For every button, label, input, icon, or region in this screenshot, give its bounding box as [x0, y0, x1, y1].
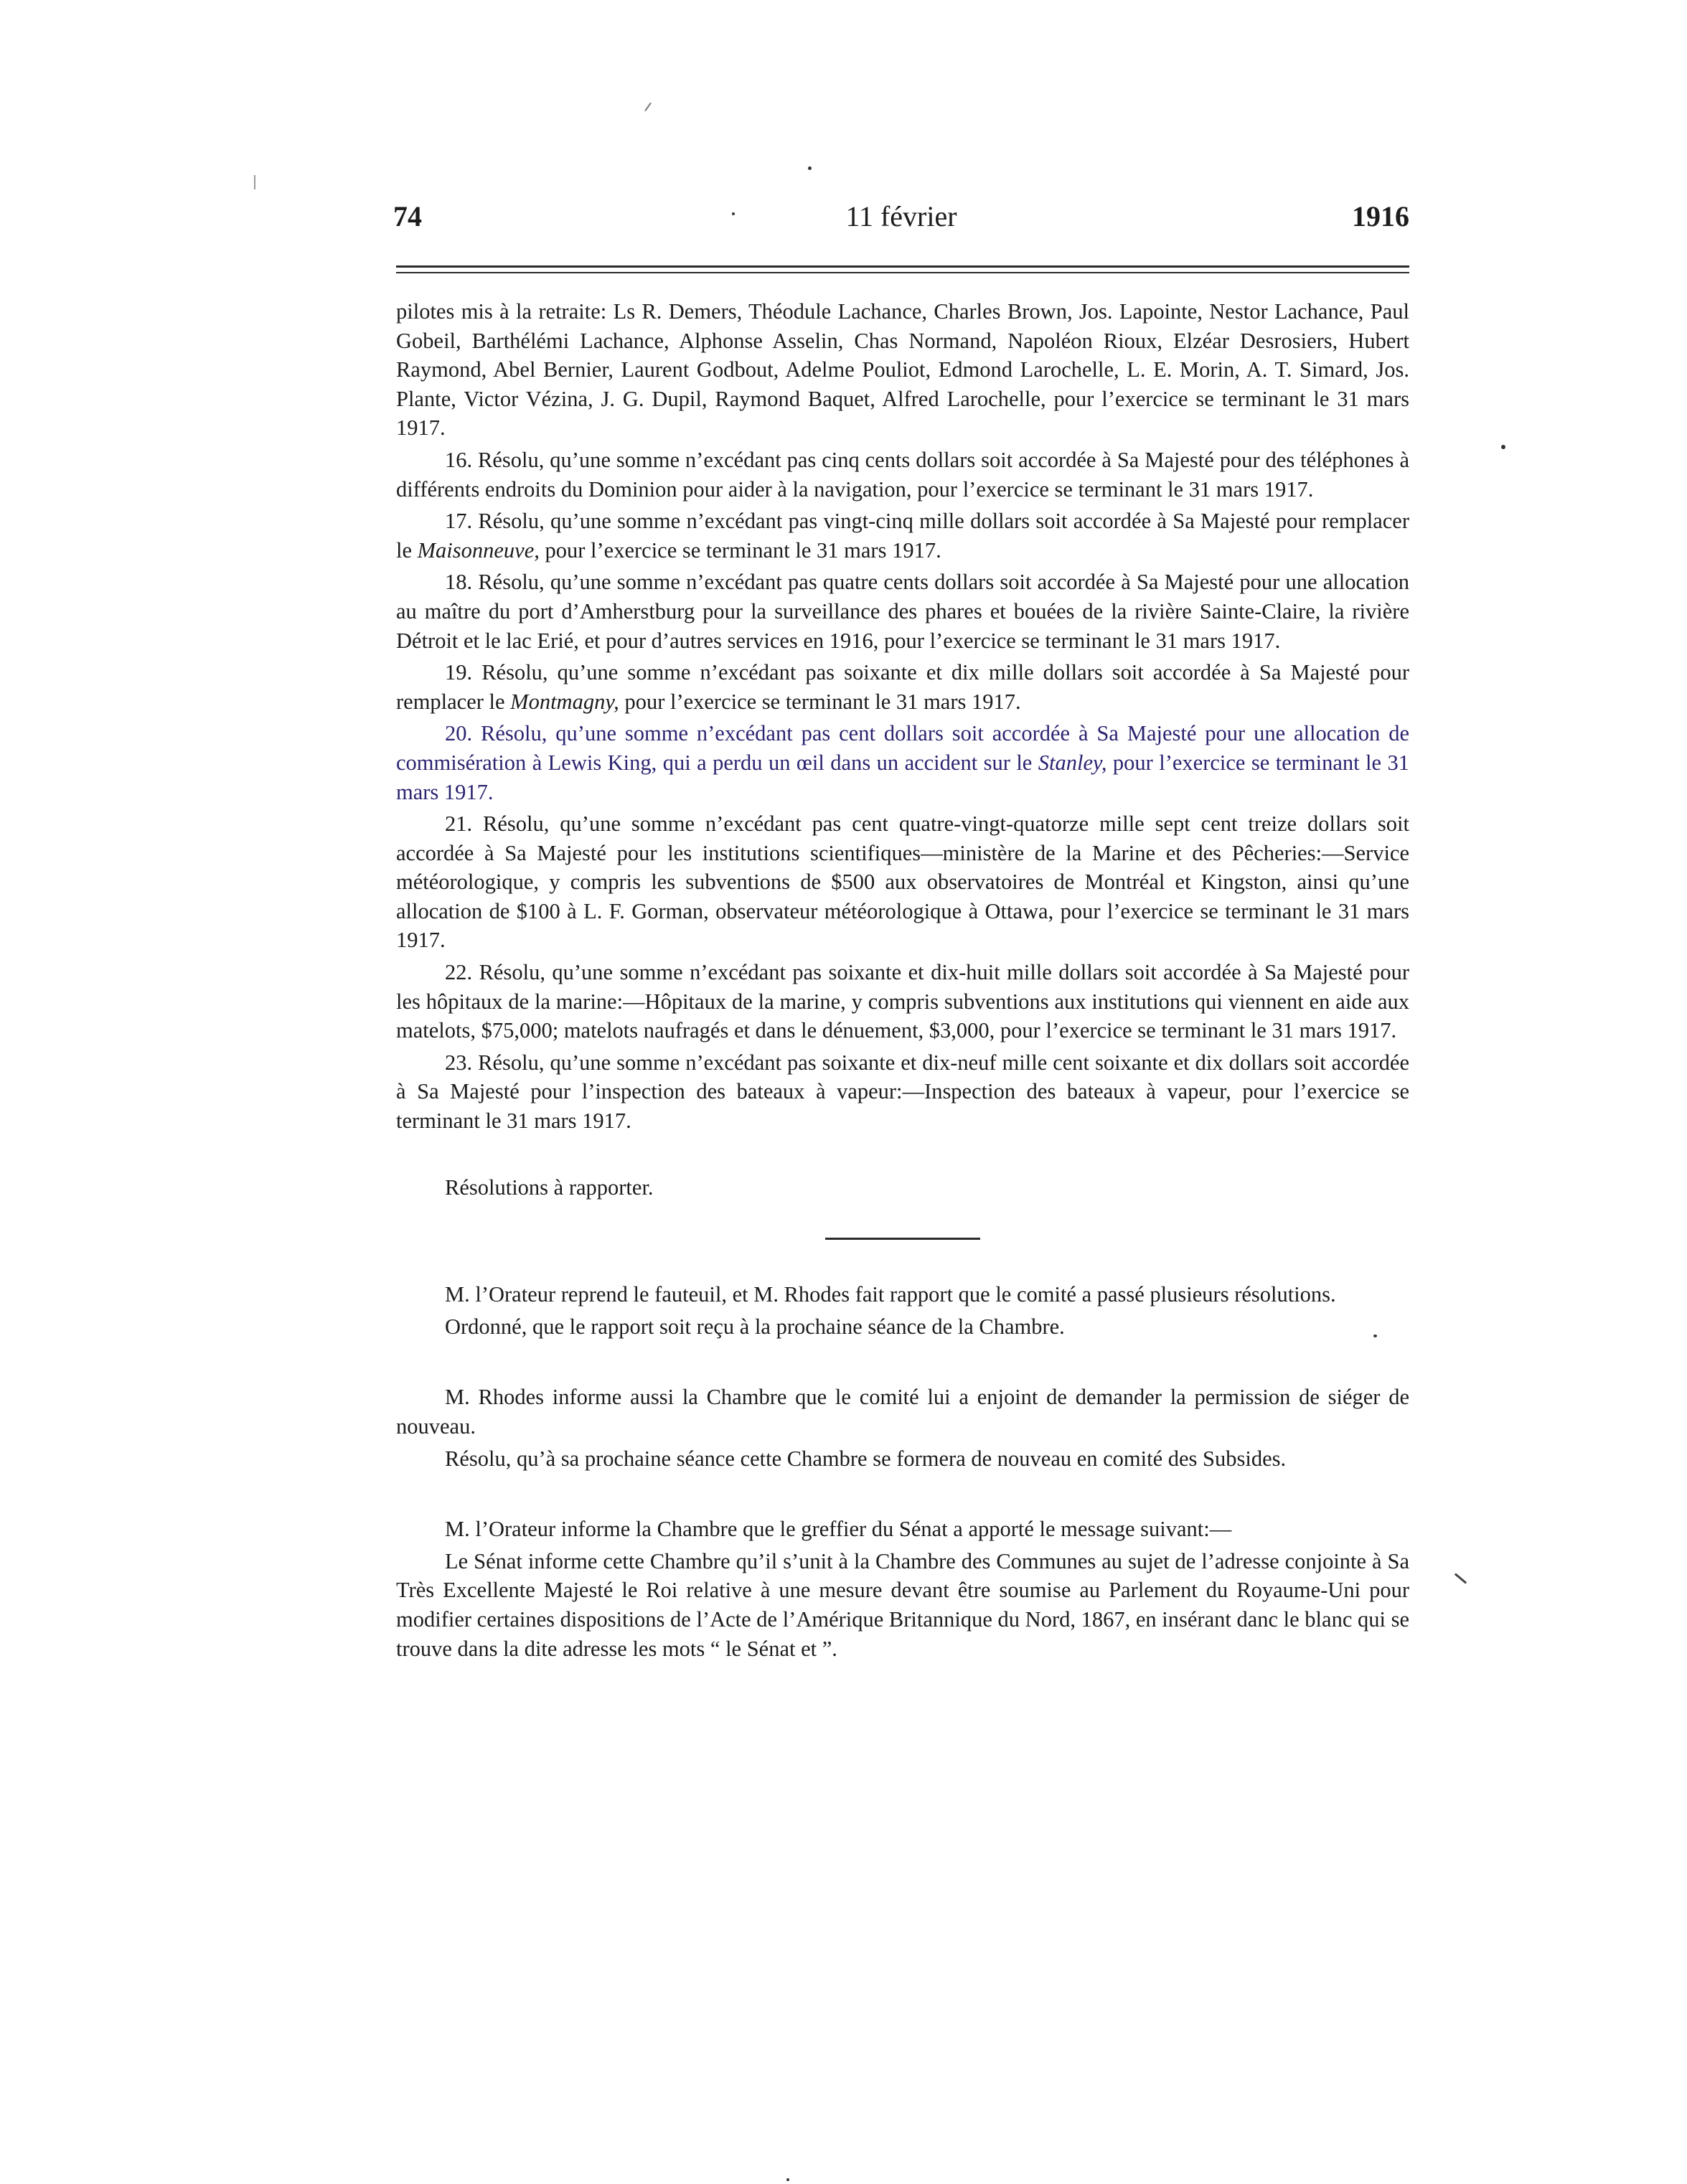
paragraph-senat-message: Le Sénat informe cette Chambre qu’il s’unit à la Chambre des Communes au sujet de l’adresse conjointe à Sa Très Excellente Majesté le Roi relative à une mesure devant être soumise au Parlement du Royaume-Uni pour modifier certaines dispositions de l’Acte de l’Amérique Britannique du Nord, 1867, en insérant danc le blanc qui se trouve dans la dite adresse les mots “ le Sénat et ”. [396, 1548, 1409, 1661]
scan-speck [1373, 1335, 1377, 1337]
paragraph-17-text-b: pour l’exercice se terminant le 31 mars 1917. [539, 537, 941, 563]
section-separator [825, 1238, 980, 1240]
paragraph-20 [396, 719, 1409, 806]
paragraph-16: 16. Résolu, qu’une somme n’excédant pas cinq cents dollars soit accordée à Sa Majesté pour des téléphones à différents endroits du Dominion pour aider à la navigation, pour l’exercice se terminant le 31 mars 1917. [396, 447, 1409, 502]
paragraph-20-text-b: pour l’exercice se terminant le 31 mars 1917. [396, 750, 1409, 804]
scan-mark [644, 103, 652, 112]
paragraph-19-text-a: 19. Résolu, qu’une somme n’excédant pas soixante et dix mille dollars soit accordée à Sa Majesté pour remplacer le [396, 660, 1409, 714]
header-rule-thin [396, 272, 1409, 273]
body-text [396, 297, 1409, 1666]
scan-speck [786, 2178, 789, 2181]
paragraph-17 [396, 507, 1409, 565]
paragraph-orateur-informe: M. l’Orateur informe la Chambre que le greffier du Sénat a apporté le message suivant:— [445, 1517, 1232, 1542]
ship-name-maisonneuve: Maisonneuve, [417, 537, 540, 563]
page-header [393, 199, 1409, 243]
paragraph-rhodes: M. Rhodes informe aussi la Chambre que le comité lui a enjoint de demander la permission de siéger de nouveau. [396, 1385, 1409, 1439]
scan-speck [808, 166, 812, 170]
paragraph-ordonne: Ordonné, que le rapport soit reçu à la prochaine séance de la Chambre. [445, 1314, 1065, 1339]
paragraph-21: 21. Résolu, qu’une somme n’excédant pas cent quatre-vingt-quatorze mille sept cent treize dollars soit accordée à Sa Majesté pour les institutions scientifiques—ministère de la Marine et des Pêcheries:—Service météorologique, y compris les subventions de $500 aux observatoires de Montréal et Kingston, ainsi qu’une allocation de $100 à L. F. Gorman, observateur météorologique à Ottawa, pour l’exercice se terminant le 31 mars 1917. [396, 811, 1409, 953]
paragraph-resolutions: Résolutions à rapporter. [445, 1175, 654, 1200]
paragraph-22: 22. Résolu, qu’une somme n’excédant pas soixante et dix-huit mille dollars soit accordée à Sa Majesté pour les hôpitaux de la marine:—Hôpitaux de la marine, y compris subventions aux institutions qui viennent en aide aux matelots, $75,000; matelots naufragés et dans le dénuement, $3,000, pour l’exercice se terminant le 31 mars 1917. [396, 960, 1409, 1043]
paragraph-pilotes: pilotes mis à la retraite: Ls R. Demers, Théodule Lachance, Charles Brown, Jos. Lapointe, Nestor Lachance, Paul Gobeil, Barthélémi Lachance, Alphonse Asselin, Chas Normand, Napoléon Rioux, Elzéar Desrosiers, Hubert Raymond, Abel Bernier, Laurent Godbout, Adelme Pouliot, Edmond Larochelle, L. E. Morin, A. T. Simard, Jos. Plante, Victor Vézina, J. G. Dupil, Raymond Baquet, Alfred Larochelle, pour l’exercice se terminant le 31 mars 1917. [396, 299, 1409, 441]
paragraph-19-text-b: pour l’exercice se terminant le 31 mars 1917. [619, 689, 1021, 714]
header-rule-thick [396, 265, 1409, 268]
paragraph-resolu: Résolu, qu’à sa prochaine séance cette Chambre se formera de nouveau en comité des Subsides. [445, 1446, 1287, 1471]
ship-name-montmagny: Montmagny, [510, 689, 619, 714]
header-date: 11 février [845, 200, 957, 232]
scan-mark [1455, 1573, 1467, 1583]
paragraph-orateur-reprend: M. l’Orateur reprend le fauteuil, et M. Rhodes fait rapport que le comité a passé plusieurs résolutions. [445, 1282, 1336, 1307]
paragraph-23: 23. Résolu, qu’une somme n’excédant pas soixante et dix-neuf mille cent soixante et dix dollars soit accordée à Sa Majesté pour l’inspection des bateaux à vapeur:—Inspection des bateaux à vapeur, pour l’exercice se terminant le 31 mars 1917. [396, 1050, 1409, 1134]
paragraph-17-text-a: 17. Résolu, qu’une somme n’excédant pas vingt-cinq mille dollars soit accordée à Sa Majesté pour remplacer le [396, 509, 1409, 563]
paragraph-18: 18. Résolu, qu’une somme n’excédant pas quatre cents dollars soit accordée à Sa Majesté pour une allocation au maître du port d’Amherstburg pour la surveillance des phares et bouées de la rivière Sainte-Claire, la rivière Détroit et le lac Erié, et pour d’autres services en 1916, pour l’exercice se terminant le 31 mars 1917. [396, 570, 1409, 653]
scan-mark [254, 175, 255, 189]
scan-speck [732, 212, 735, 215]
ship-name-stanley: Stanley, [1038, 750, 1107, 775]
page-number: 74 [393, 200, 422, 232]
paragraph-19 [396, 658, 1409, 716]
paragraph-20-text-a: 20. Résolu, qu’une somme n’excédant pas cent dollars soit accordée à Sa Majesté pour une allocation de commisération à Lewis King, qui a perdu un œil dans un accident sur le [396, 721, 1409, 775]
header-year: 1916 [1352, 200, 1409, 232]
scan-speck [1501, 445, 1505, 449]
